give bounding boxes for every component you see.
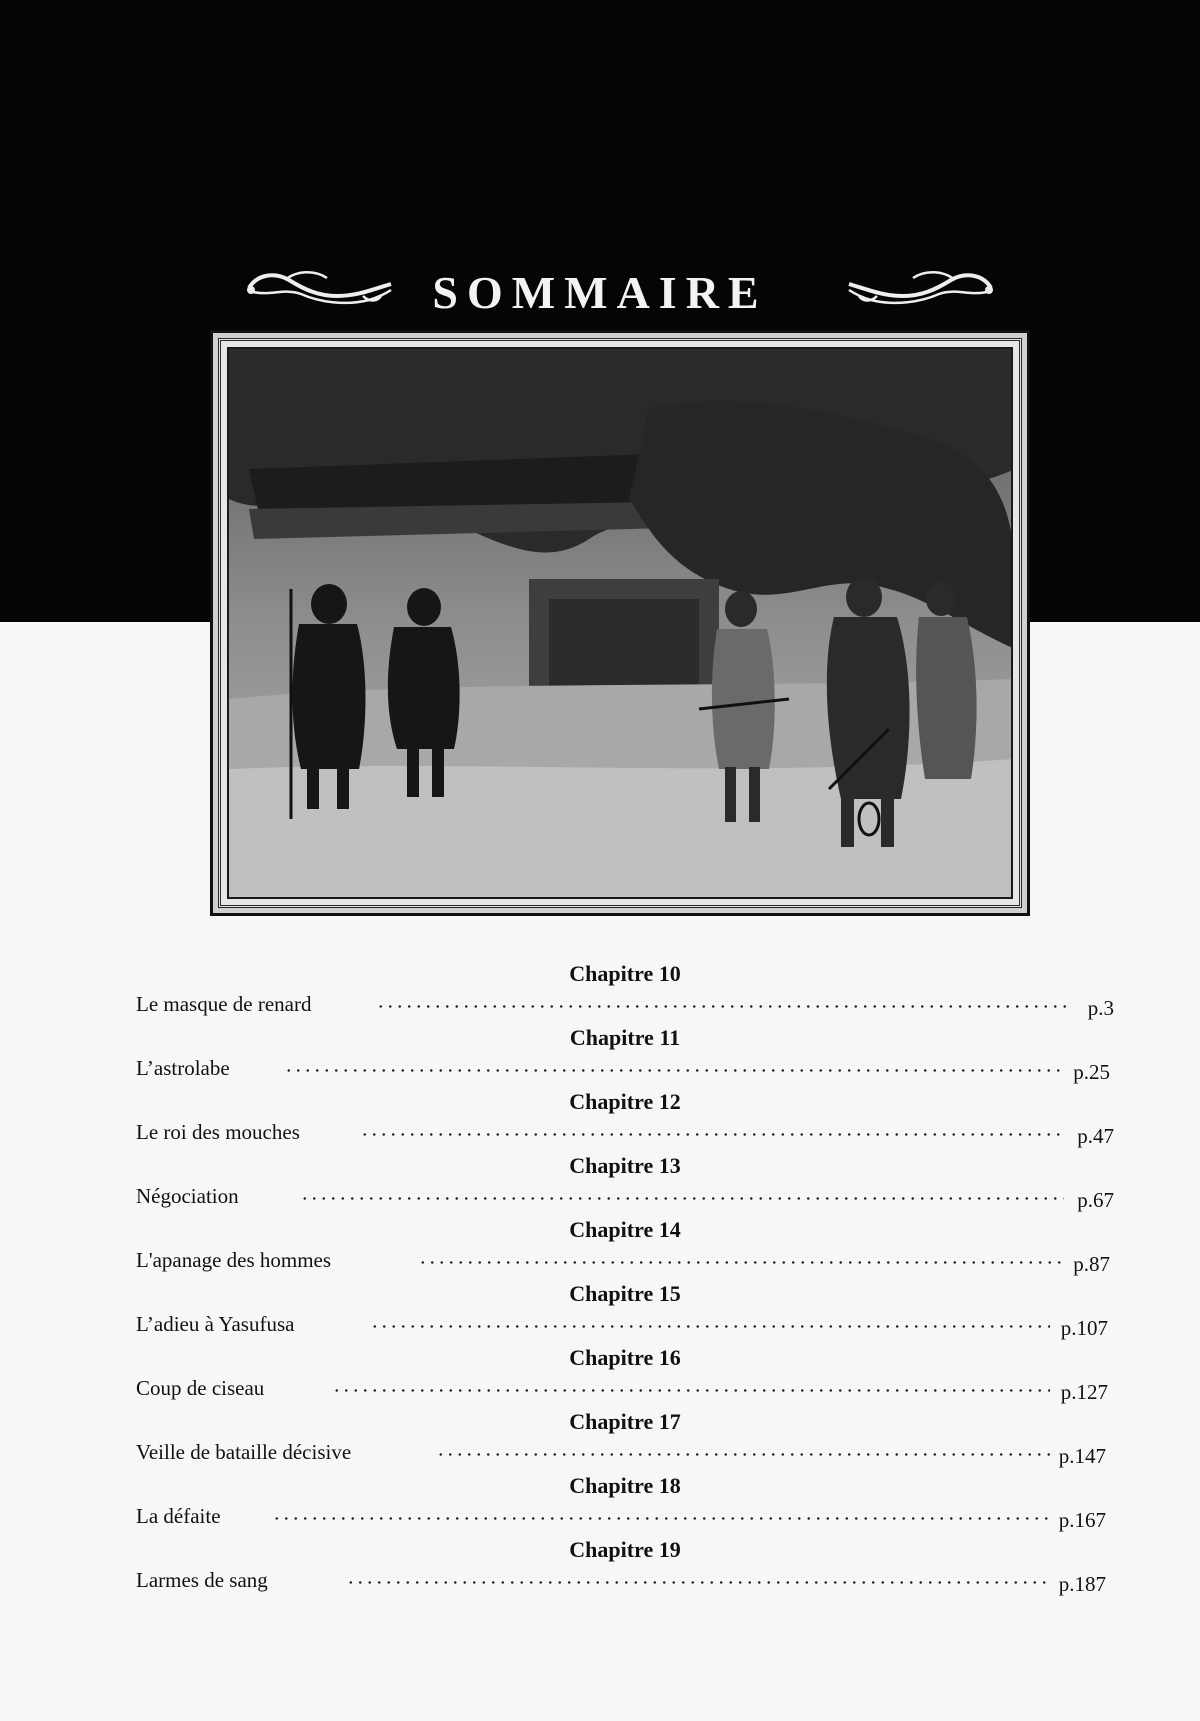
chapter-title: L’adieu à Yasufusa [136, 1312, 295, 1336]
chapter-label: Chapitre 18 [569, 1473, 681, 1498]
dot-leader [360, 1133, 1066, 1136]
chapter-title: Négociation [136, 1184, 239, 1208]
page-number: p.127 [1060, 1380, 1108, 1404]
table-of-contents [136, 960, 1114, 1600]
toc-entry [136, 1280, 1114, 1344]
chapter-title: Coup de ciseau [136, 1376, 265, 1400]
dot-leader [272, 1517, 1050, 1520]
chapter-label: Chapitre 14 [569, 1217, 681, 1242]
chapter-label: Chapitre 12 [569, 1089, 681, 1114]
toc-entry [136, 1088, 1114, 1152]
dot-leader [370, 1325, 1050, 1328]
dot-leader [332, 1389, 1050, 1392]
toc-entry [136, 1408, 1114, 1472]
chapter-title: Le roi des mouches [136, 1120, 300, 1144]
chapter-title: Le masque de renard [136, 992, 312, 1016]
chapter-label: Chapitre 17 [569, 1409, 681, 1434]
chapter-label: Chapitre 19 [569, 1537, 681, 1562]
page-number: p.67 [1077, 1188, 1114, 1212]
chapter-label: Chapitre 13 [569, 1153, 681, 1178]
page-number: p.187 [1058, 1572, 1106, 1596]
dot-leader [376, 1005, 1072, 1008]
dot-leader [300, 1197, 1064, 1200]
page-number: p.25 [1073, 1060, 1110, 1084]
toc-entry [136, 1152, 1114, 1216]
illustration-frame [210, 330, 1030, 916]
page-number: p.3 [1087, 996, 1114, 1020]
chapter-title: Veille de bataille décisive [136, 1440, 352, 1464]
toc-entry [136, 1024, 1114, 1088]
toc-entry [136, 1536, 1114, 1600]
page-number: p.167 [1058, 1508, 1106, 1532]
dot-leader [436, 1453, 1050, 1456]
chapter-label: Chapitre 15 [569, 1281, 681, 1306]
chapter-label: Chapitre 11 [569, 1025, 681, 1050]
toc-entry [136, 960, 1114, 1024]
samurai-scene-illustration-icon [229, 349, 1013, 899]
dot-leader [418, 1261, 1064, 1264]
chapter-title: Larmes de sang [136, 1568, 268, 1592]
page-number: p.47 [1077, 1124, 1114, 1148]
title-row [0, 258, 1200, 328]
chapter-title: L’astrolabe [136, 1056, 230, 1080]
chapter-title: La défaite [136, 1504, 221, 1528]
page-number: p.107 [1060, 1316, 1108, 1340]
page-number: p.147 [1058, 1444, 1106, 1468]
chapter-title: L'apanage des hommes [136, 1248, 332, 1272]
dot-leader [284, 1069, 1062, 1072]
toc-entry [136, 1216, 1114, 1280]
illustration [227, 347, 1013, 899]
chapter-label: Chapitre 10 [569, 961, 681, 986]
right-flourish-icon [845, 266, 995, 316]
page-title: SOMMAIRE [432, 267, 768, 318]
toc-entry [136, 1344, 1114, 1408]
chapter-label: Chapitre 16 [569, 1345, 681, 1370]
dot-leader [346, 1581, 1050, 1584]
page-number: p.87 [1073, 1252, 1110, 1276]
toc-entry [136, 1472, 1114, 1536]
